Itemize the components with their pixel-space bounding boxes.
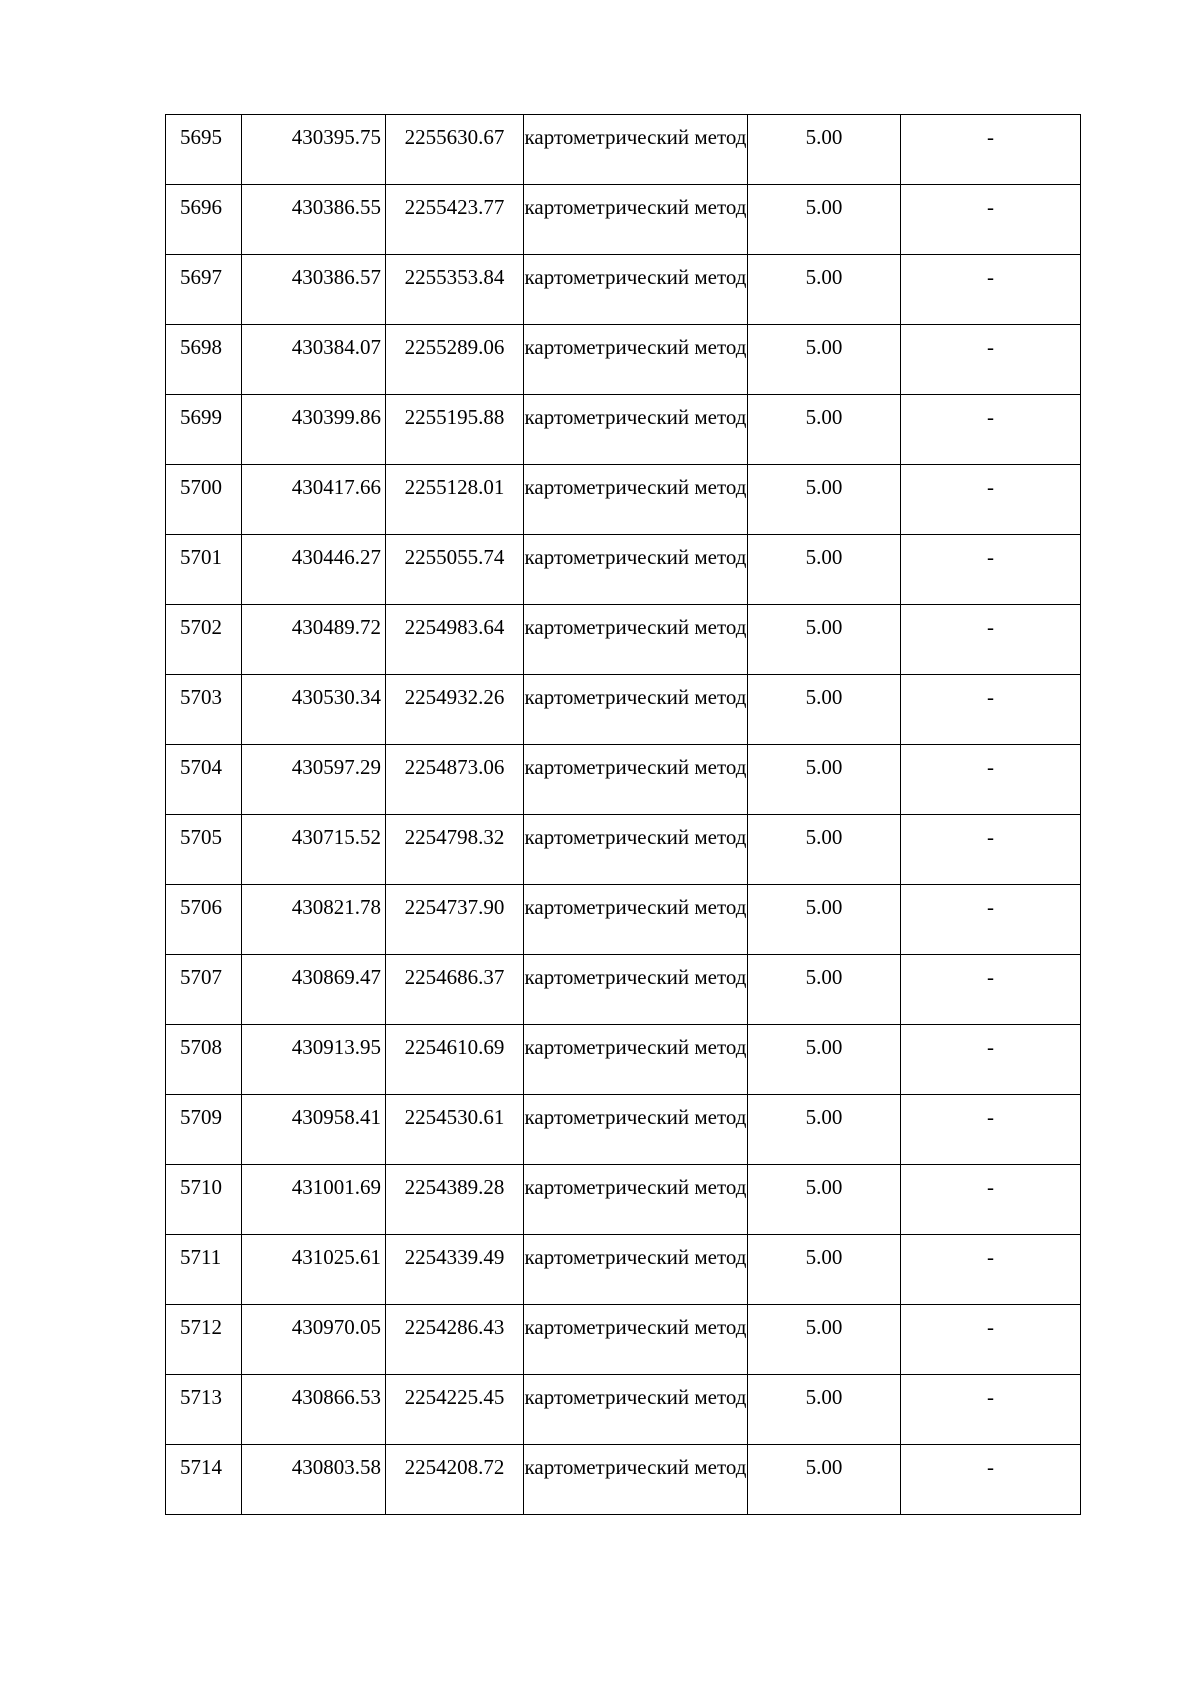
coordinates-table-body [166,115,1081,1515]
x-coordinate-cell: 430386.57 [242,255,386,325]
x-coordinate-cell: 430913.95 [242,1025,386,1095]
accuracy-cell: 5.00 [748,1165,901,1235]
y-coordinate-cell: 2254873.06 [386,745,524,815]
x-coordinate-cell: 430803.58 [242,1445,386,1515]
method-cell: картометрический метод [524,465,748,535]
table-row [166,1165,1081,1235]
method-cell: картометрический метод [524,605,748,675]
description-cell: - [901,1235,1081,1305]
point-number-cell: 5704 [166,745,242,815]
method-cell: картометрический метод [524,325,748,395]
y-coordinate-cell: 2255195.88 [386,395,524,465]
table-row [166,395,1081,465]
point-number-cell: 5714 [166,1445,242,1515]
y-coordinate-cell: 2254339.49 [386,1235,524,1305]
table-row [166,1305,1081,1375]
method-cell: картометрический метод [524,1445,748,1515]
point-number-cell: 5709 [166,1095,242,1165]
table-row [166,885,1081,955]
table-row [166,115,1081,185]
accuracy-cell: 5.00 [748,1305,901,1375]
point-number-cell: 5700 [166,465,242,535]
description-cell: - [901,1025,1081,1095]
accuracy-cell: 5.00 [748,955,901,1025]
y-coordinate-cell: 2254286.43 [386,1305,524,1375]
accuracy-cell: 5.00 [748,395,901,465]
description-cell: - [901,395,1081,465]
method-cell: картометрический метод [524,955,748,1025]
point-number-cell: 5706 [166,885,242,955]
description-cell: - [901,885,1081,955]
point-number-cell: 5710 [166,1165,242,1235]
x-coordinate-cell: 430715.52 [242,815,386,885]
description-cell: - [901,1445,1081,1515]
y-coordinate-cell: 2254530.61 [386,1095,524,1165]
description-cell: - [901,1095,1081,1165]
accuracy-cell: 5.00 [748,1095,901,1165]
description-cell: - [901,1305,1081,1375]
point-number-cell: 5711 [166,1235,242,1305]
method-cell: картометрический метод [524,1305,748,1375]
y-coordinate-cell: 2255630.67 [386,115,524,185]
y-coordinate-cell: 2254610.69 [386,1025,524,1095]
accuracy-cell: 5.00 [748,185,901,255]
point-number-cell: 5708 [166,1025,242,1095]
table-row [166,1235,1081,1305]
x-coordinate-cell: 430530.34 [242,675,386,745]
point-number-cell: 5707 [166,955,242,1025]
method-cell: картометрический метод [524,885,748,955]
description-cell: - [901,325,1081,395]
description-cell: - [901,185,1081,255]
point-number-cell: 5695 [166,115,242,185]
point-number-cell: 5701 [166,535,242,605]
description-cell: - [901,115,1081,185]
description-cell: - [901,605,1081,675]
x-coordinate-cell: 430821.78 [242,885,386,955]
y-coordinate-cell: 2254686.37 [386,955,524,1025]
table-row [166,1375,1081,1445]
y-coordinate-cell: 2255353.84 [386,255,524,325]
description-cell: - [901,255,1081,325]
y-coordinate-cell: 2255055.74 [386,535,524,605]
table-row [166,745,1081,815]
method-cell: картометрический метод [524,1235,748,1305]
x-coordinate-cell: 430958.41 [242,1095,386,1165]
accuracy-cell: 5.00 [748,605,901,675]
x-coordinate-cell: 430597.29 [242,745,386,815]
x-coordinate-cell: 430970.05 [242,1305,386,1375]
point-number-cell: 5705 [166,815,242,885]
point-number-cell: 5712 [166,1305,242,1375]
y-coordinate-cell: 2255289.06 [386,325,524,395]
description-cell: - [901,745,1081,815]
method-cell: картометрический метод [524,395,748,465]
accuracy-cell: 5.00 [748,675,901,745]
method-cell: картометрический метод [524,255,748,325]
x-coordinate-cell: 431001.69 [242,1165,386,1235]
method-cell: картометрический метод [524,1095,748,1165]
description-cell: - [901,955,1081,1025]
point-number-cell: 5702 [166,605,242,675]
method-cell: картометрический метод [524,1165,748,1235]
y-coordinate-cell: 2255128.01 [386,465,524,535]
method-cell: картометрический метод [524,115,748,185]
y-coordinate-cell: 2254737.90 [386,885,524,955]
table-row [166,535,1081,605]
y-coordinate-cell: 2254389.28 [386,1165,524,1235]
point-number-cell: 5699 [166,395,242,465]
y-coordinate-cell: 2254983.64 [386,605,524,675]
x-coordinate-cell: 430869.47 [242,955,386,1025]
description-cell: - [901,465,1081,535]
accuracy-cell: 5.00 [748,1025,901,1095]
x-coordinate-cell: 430399.86 [242,395,386,465]
method-cell: картометрический метод [524,185,748,255]
point-number-cell: 5697 [166,255,242,325]
coordinates-table [165,114,1081,1515]
x-coordinate-cell: 430384.07 [242,325,386,395]
description-cell: - [901,1165,1081,1235]
table-row [166,1095,1081,1165]
x-coordinate-cell: 430386.55 [242,185,386,255]
table-row [166,255,1081,325]
method-cell: картометрический метод [524,675,748,745]
table-row [166,675,1081,745]
x-coordinate-cell: 430489.72 [242,605,386,675]
description-cell: - [901,1375,1081,1445]
y-coordinate-cell: 2254208.72 [386,1445,524,1515]
x-coordinate-cell: 430395.75 [242,115,386,185]
point-number-cell: 5696 [166,185,242,255]
y-coordinate-cell: 2254225.45 [386,1375,524,1445]
accuracy-cell: 5.00 [748,815,901,885]
table-row [166,325,1081,395]
method-cell: картометрический метод [524,1375,748,1445]
table-row [166,605,1081,675]
y-coordinate-cell: 2255423.77 [386,185,524,255]
point-number-cell: 5703 [166,675,242,745]
table-row [166,1025,1081,1095]
accuracy-cell: 5.00 [748,885,901,955]
accuracy-cell: 5.00 [748,1375,901,1445]
method-cell: картометрический метод [524,535,748,605]
accuracy-cell: 5.00 [748,1235,901,1305]
x-coordinate-cell: 430417.66 [242,465,386,535]
method-cell: картометрический метод [524,745,748,815]
method-cell: картометрический метод [524,1025,748,1095]
method-cell: картометрический метод [524,815,748,885]
x-coordinate-cell: 431025.61 [242,1235,386,1305]
accuracy-cell: 5.00 [748,115,901,185]
table-row [166,815,1081,885]
y-coordinate-cell: 2254798.32 [386,815,524,885]
accuracy-cell: 5.00 [748,465,901,535]
accuracy-cell: 5.00 [748,1445,901,1515]
table-row [166,465,1081,535]
point-number-cell: 5713 [166,1375,242,1445]
table-row [166,185,1081,255]
table-row [166,1445,1081,1515]
y-coordinate-cell: 2254932.26 [386,675,524,745]
accuracy-cell: 5.00 [748,255,901,325]
accuracy-cell: 5.00 [748,325,901,395]
description-cell: - [901,815,1081,885]
table-row [166,955,1081,1025]
x-coordinate-cell: 430866.53 [242,1375,386,1445]
description-cell: - [901,675,1081,745]
accuracy-cell: 5.00 [748,745,901,815]
point-number-cell: 5698 [166,325,242,395]
x-coordinate-cell: 430446.27 [242,535,386,605]
accuracy-cell: 5.00 [748,535,901,605]
description-cell: - [901,535,1081,605]
